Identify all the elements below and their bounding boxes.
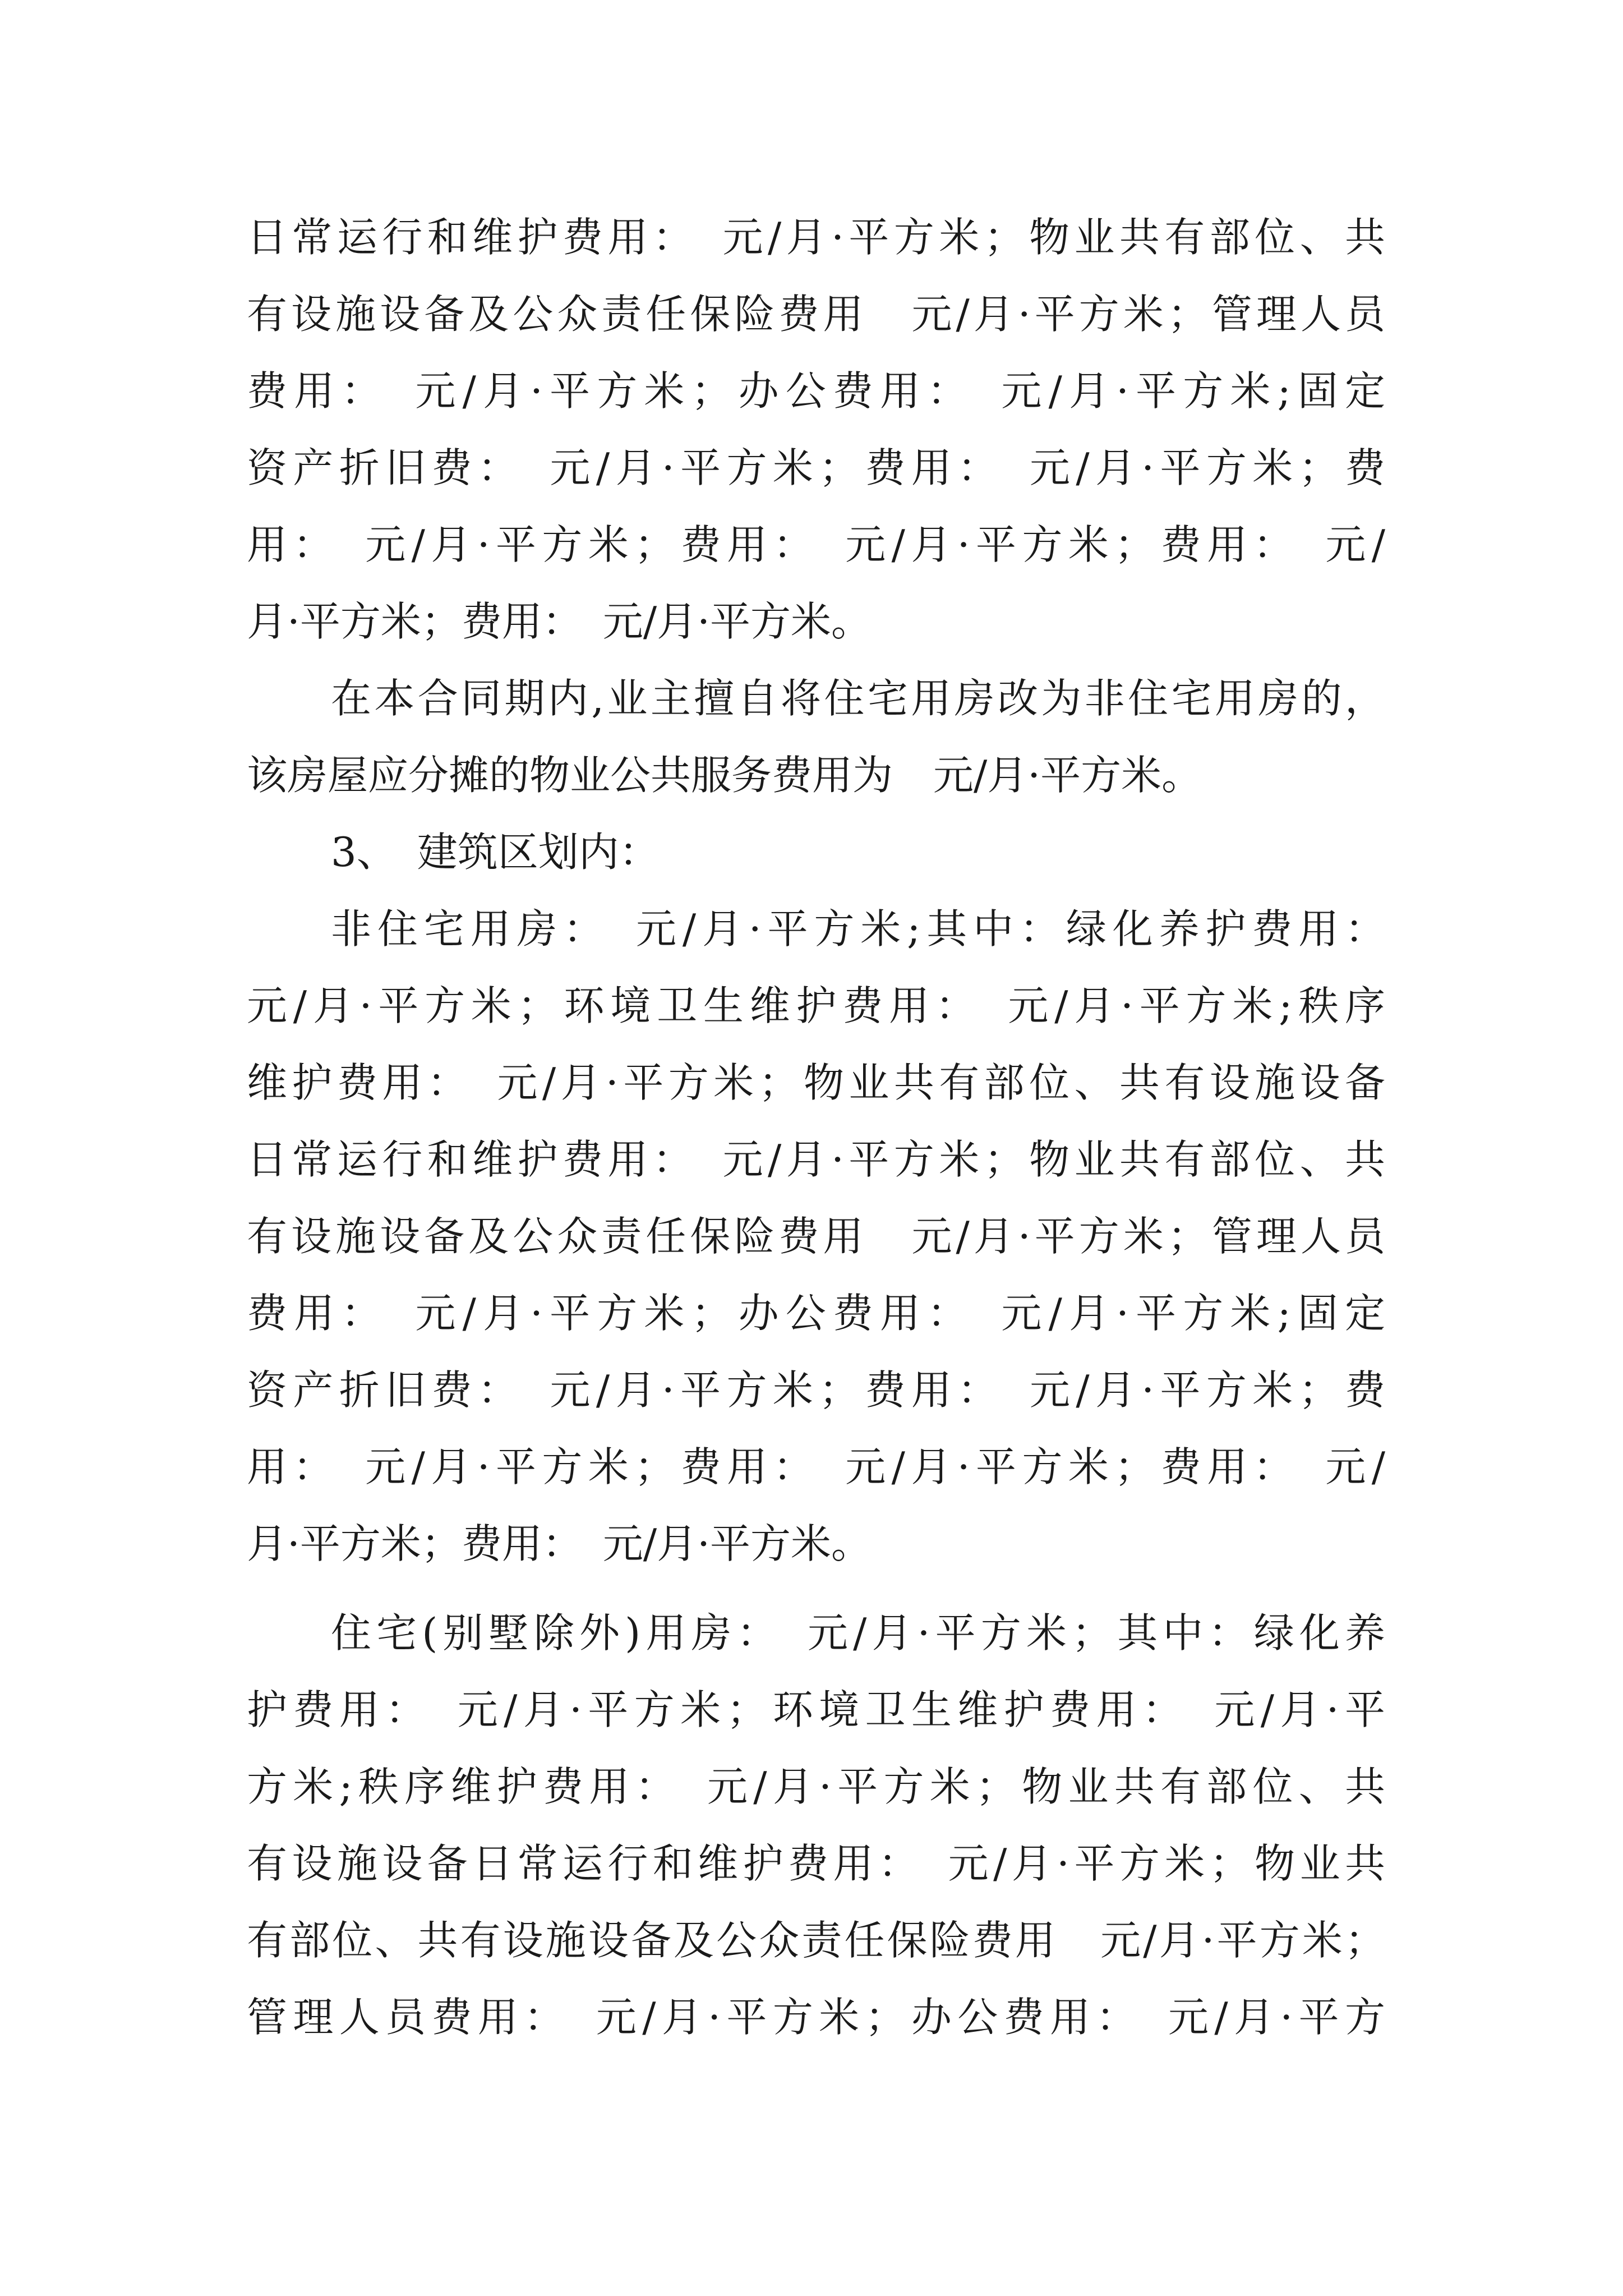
text-line: 有设施设备及公众责任保险费用 元/月·平方米；管理人员 (247, 1213, 1385, 1260)
heading-text: 3、 建筑区划内： (331, 829, 660, 876)
text-line: 该房屋应分摊的物业公共服务费用为 元/月·平方米。 (247, 752, 1202, 799)
paragraph-gap (247, 1582, 1385, 1595)
text-line: 元/月·平方米；环境卫生维护费用： 元/月·平方米;秩序 (247, 982, 1385, 1029)
paragraph-fee-breakdown-continued (247, 199, 1385, 660)
paragraph-use-change-clause (247, 660, 1385, 814)
text-line: 资产折旧费： 元/月·平方米；费用： 元/月·平方米；费 (247, 444, 1385, 491)
text-line: 费用： 元/月·平方米；办公费用： 元/月·平方米;固定 (247, 367, 1385, 415)
section-heading-3 (247, 814, 1385, 891)
document-body (247, 199, 1385, 2056)
text-line: 用： 元/月·平方米；费用： 元/月·平方米；费用： 元/ (247, 521, 1385, 568)
text-line: 用： 元/月·平方米；费用： 元/月·平方米；费用： 元/ (247, 1443, 1385, 1490)
text-line: 日常运行和维护费用： 元/月·平方米；物业共有部位、共 (247, 1136, 1385, 1183)
text-line: 有部位、共有设施设备及公众责任保险费用 元/月·平方米； (247, 1917, 1385, 1964)
paragraph-non-residential-fees (247, 891, 1385, 1582)
text-line: 有设施设备日常运行和维护费用： 元/月·平方米；物业共 (247, 1840, 1385, 1887)
text-line: 方米;秩序维护费用： 元/月·平方米；物业共有部位、共 (247, 1763, 1385, 1810)
text-line: 管理人员费用： 元/月·平方米；办公费用： 元/月·平方 (247, 1994, 1385, 2041)
text-line: 住宅(别墅除外)用房： 元/月·平方米；其中：绿化养 (331, 1609, 1385, 1657)
text-line: 费用： 元/月·平方米；办公费用： 元/月·平方米;固定 (247, 1290, 1385, 1337)
text-line: 有设施设备及公众责任保险费用 元/月·平方米；管理人员 (247, 291, 1385, 338)
text-line: 非住宅用房： 元/月·平方米;其中：绿化养护费用： (331, 905, 1385, 953)
text-line: 在本合同期内,业主擅自将住宅用房改为非住宅用房的， (331, 675, 1385, 722)
text-line: 月·平方米；费用： 元/月·平方米。 (247, 1520, 872, 1567)
text-line: 日常运行和维护费用： 元/月·平方米；物业共有部位、共 (247, 214, 1385, 261)
text-line: 月·平方米；费用： 元/月·平方米。 (247, 598, 872, 645)
text-line: 资产折旧费： 元/月·平方米；费用： 元/月·平方米；费 (247, 1366, 1385, 1414)
paragraph-residential-fees (247, 1595, 1385, 2056)
text-line: 维护费用： 元/月·平方米；物业共有部位、共有设施设备 (247, 1059, 1385, 1106)
text-line: 护费用： 元/月·平方米；环境卫生维护费用： 元/月·平 (247, 1686, 1385, 1733)
